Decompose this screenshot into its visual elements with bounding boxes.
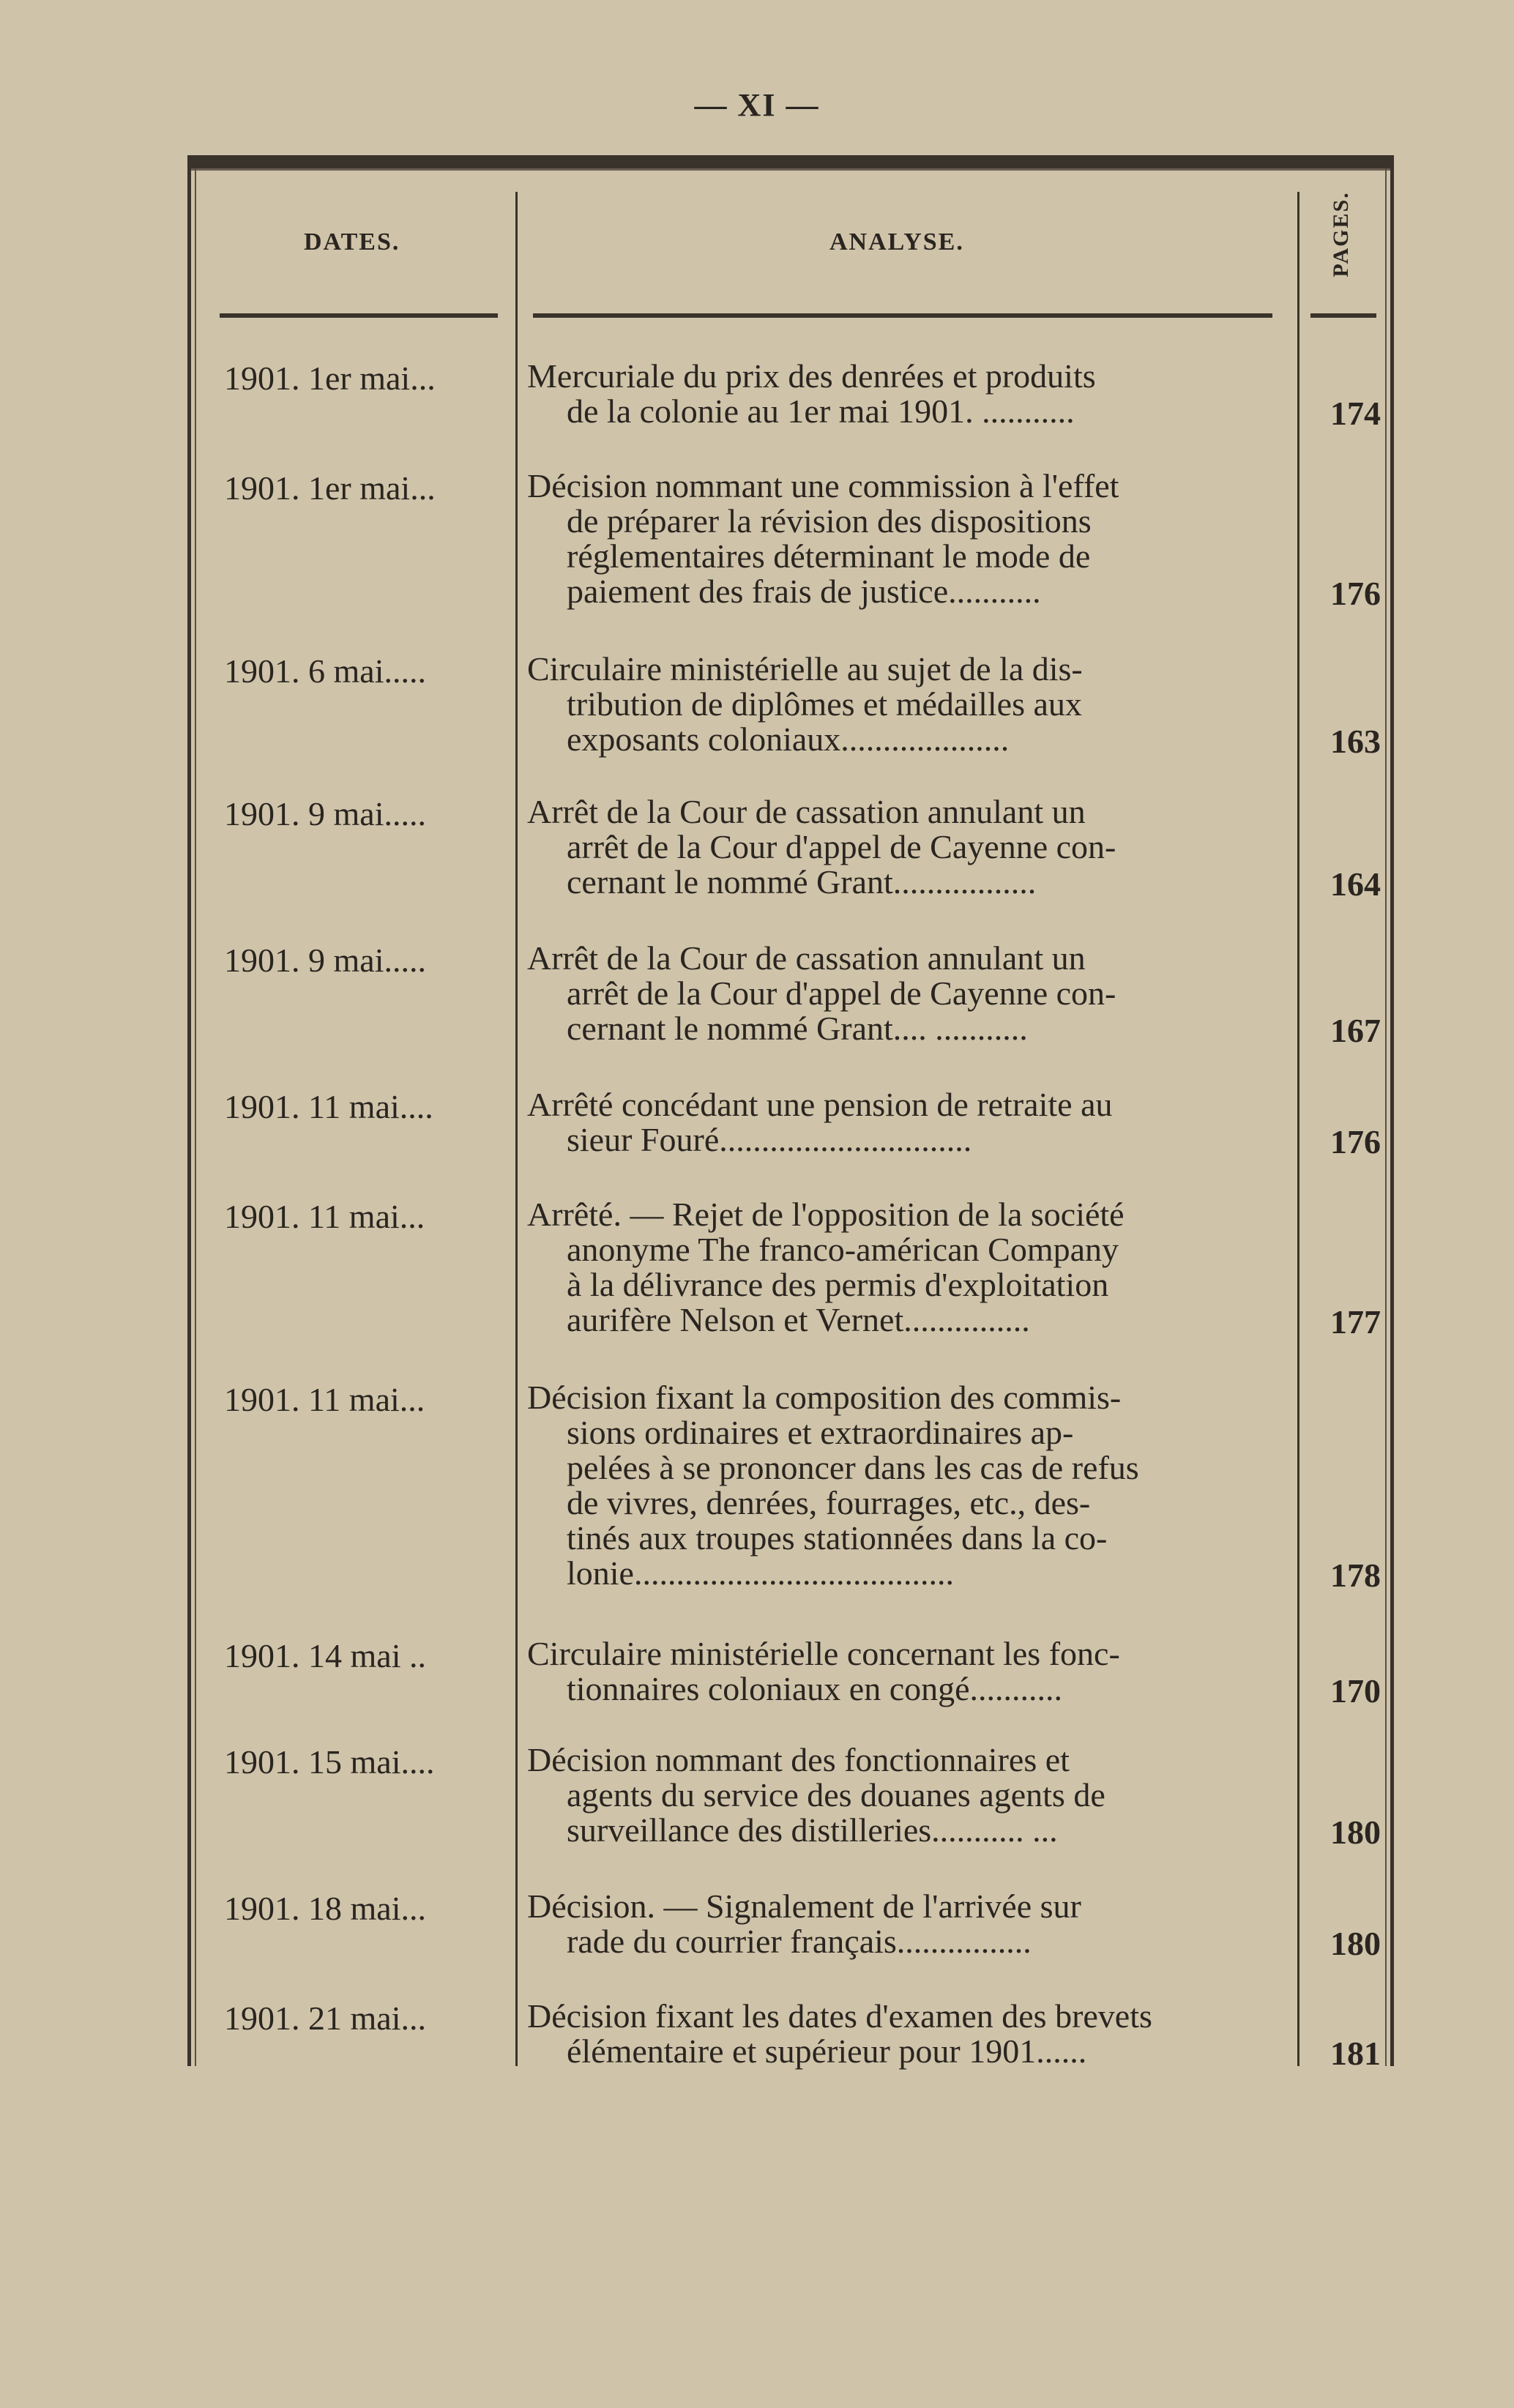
analysis-line: agents du service des douanes agents de	[567, 1776, 1105, 1814]
analysis-line: sieur Fouré..............................	[567, 1121, 972, 1158]
row-analysis	[527, 1197, 1285, 1338]
table-left-border	[187, 168, 196, 2066]
analysis-line: réglementaires déterminant le mode de	[567, 537, 1091, 575]
analysis-line: lonie......................................	[567, 1554, 954, 1592]
analysis-line: arrêt de la Cour d'appel de Cayenne con-	[567, 828, 1116, 865]
analysis-line: cernant le nommé Grant.................	[567, 863, 1037, 901]
analysis-line: Arrêt de la Cour de cassation annulant un	[527, 939, 1086, 977]
row-page-reference: 178	[1330, 1557, 1381, 1594]
row-date: 1901. 21 mai...	[224, 1999, 426, 2037]
row-analysis	[527, 1380, 1285, 1591]
analysis-line: Circulaire ministérielle concernant les fonc-	[527, 1635, 1120, 1672]
analysis-line: à la délivrance des permis d'exploitation	[567, 1266, 1109, 1303]
row-date: 1901. 1er mai...	[224, 469, 436, 507]
row-date: 1901. 11 mai...	[224, 1198, 425, 1235]
analysis-line: Décision nommant une commission à l'effet	[527, 467, 1119, 504]
analysis-line: paiement des frais de justice...........	[567, 573, 1041, 610]
row-date: 1901. 9 mai.....	[224, 795, 426, 832]
analysis-line: Décision. — Signalement de l'arrivée sur	[527, 1887, 1081, 1925]
row-page-reference: 170	[1330, 1672, 1381, 1710]
analysis-line: Circulaire ministérielle au sujet de la dis-	[527, 650, 1083, 687]
row-date: 1901. 9 mai.....	[224, 942, 426, 979]
row-date: 1901. 14 mai ..	[224, 1637, 426, 1674]
table-right-border	[1385, 168, 1394, 2066]
row-analysis	[527, 1636, 1285, 1707]
analysis-line: arrêt de la Cour d'appel de Cayenne con-	[567, 974, 1116, 1012]
row-page-reference: 163	[1330, 723, 1381, 760]
analysis-line: Arrêté concédant une pension de retraite au	[527, 1086, 1113, 1123]
analysis-line: pelées à se prononcer dans les cas de refus	[567, 1449, 1139, 1486]
analysis-line: élémentaire et supérieur pour 1901......	[567, 2032, 1087, 2070]
row-page-reference: 180	[1330, 1925, 1381, 1962]
column-divider-pages	[1297, 192, 1299, 2066]
analysis-line: sions ordinaires et extraordinaires ap-	[567, 1414, 1074, 1451]
analysis-line: Arrêt de la Cour de cassation annulant un	[527, 793, 1086, 830]
analysis-line: de la colonie au 1er mai 1901. ...........	[567, 392, 1075, 430]
analysis-line: anonyme The franco-américan Company	[567, 1231, 1119, 1268]
row-analysis	[527, 469, 1285, 609]
analysis-line: de préparer la révision des dispositions	[567, 502, 1092, 540]
row-date: 1901. 15 mai....	[224, 1743, 435, 1781]
row-date: 1901. 6 mai.....	[224, 652, 426, 690]
analysis-line: aurifère Nelson et Vernet...............	[567, 1301, 1030, 1338]
analysis-line: cernant le nommé Grant.... ...........	[567, 1010, 1028, 1047]
analysis-line: tribution de diplômes et médailles aux	[567, 685, 1082, 723]
row-page-reference: 174	[1330, 395, 1381, 432]
analysis-line: Arrêté. — Rejet de l'opposition de la société	[527, 1196, 1125, 1233]
row-date: 1901. 11 mai....	[224, 1088, 433, 1125]
row-page-reference: 164	[1330, 865, 1381, 903]
analysis-line: tionnaires coloniaux en congé...........	[567, 1670, 1063, 1707]
table-top-rule	[187, 155, 1394, 171]
row-page-reference: 176	[1330, 575, 1381, 612]
row-analysis	[527, 1999, 1285, 2069]
row-date: 1901. 1er mai...	[224, 359, 436, 397]
analysis-line: tinés aux troupes stationnées dans la co-	[567, 1519, 1108, 1557]
column-header-pages: PAGES.	[1329, 191, 1353, 277]
header-underline-dates	[220, 313, 498, 318]
column-header-dates: DATES.	[304, 228, 400, 256]
analysis-line: exposants coloniaux....................	[567, 720, 1010, 758]
row-analysis	[527, 1742, 1285, 1848]
row-analysis	[527, 1889, 1285, 1959]
header-underline-analyse	[533, 313, 1272, 318]
analysis-line: surveillance des distilleries........... ...	[567, 1811, 1058, 1849]
analysis-line: Mercuriale du prix des denrées et produits	[527, 357, 1096, 395]
analysis-line: Décision nommant des fonctionnaires et	[527, 1741, 1070, 1778]
analysis-line: de vivres, denrées, fourrages, etc., des-	[567, 1484, 1091, 1521]
row-page-reference: 181	[1330, 2035, 1381, 2072]
row-analysis	[527, 1087, 1285, 1158]
column-header-analyse: ANALYSE.	[829, 228, 964, 256]
analysis-line: Décision fixant la composition des commis-	[527, 1379, 1122, 1416]
row-analysis	[527, 652, 1285, 757]
row-analysis	[527, 794, 1285, 900]
row-page-reference: 177	[1330, 1303, 1381, 1341]
analysis-line: rade du courrier français................	[567, 1923, 1032, 1960]
row-analysis	[527, 941, 1285, 1046]
row-date: 1901. 11 mai...	[224, 1381, 425, 1418]
column-divider-dates	[515, 192, 518, 2066]
row-page-reference: 176	[1330, 1123, 1381, 1160]
analysis-line: Décision fixant les dates d'examen des brevets	[527, 1997, 1152, 2035]
page-number: — XI —	[694, 87, 820, 123]
header-underline-pages	[1310, 313, 1376, 318]
row-date: 1901. 18 mai...	[224, 1890, 426, 1927]
row-page-reference: 180	[1330, 1814, 1381, 1851]
row-page-reference: 167	[1330, 1012, 1381, 1049]
row-analysis	[527, 359, 1285, 429]
